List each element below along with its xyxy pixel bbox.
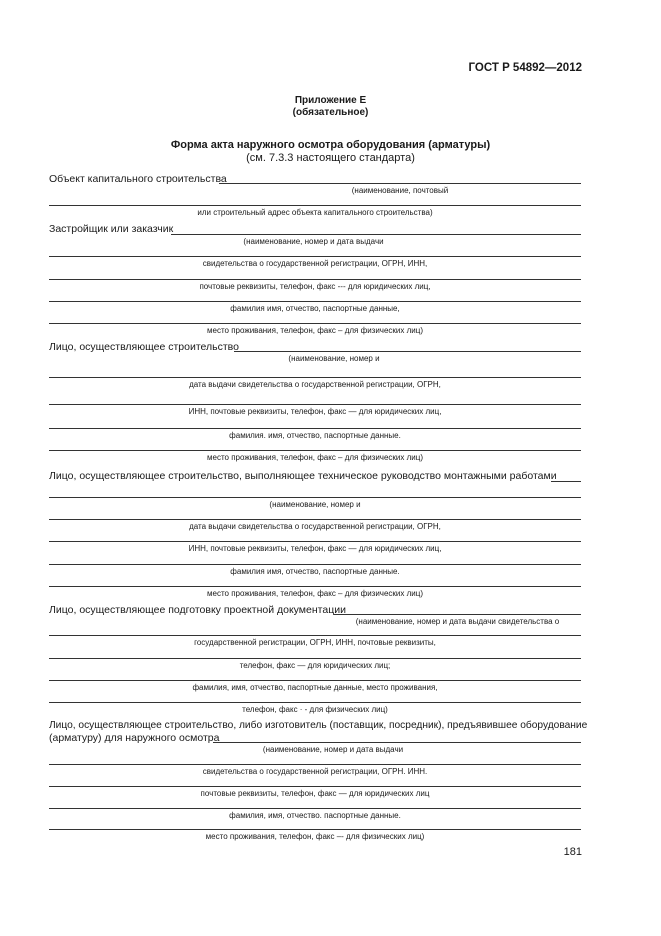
field-caption: фамилия, имя, отчество, паспортные данные, место проживания, [192,683,438,692]
fill-line[interactable] [49,635,581,636]
section-label: Лицо, осуществляющее строительство, либо изготовитель (поставщик, посредник), предъявившее оборудование [49,720,588,731]
fill-line[interactable] [49,702,581,703]
fill-line[interactable] [49,658,581,659]
field-caption: (наименование, номер и [288,354,380,363]
field-caption: дата выдачи свидетельства о государственной регистрации, ОГРН, [189,522,441,531]
fill-line[interactable] [49,808,581,809]
fill-line[interactable] [49,428,581,429]
fill-line[interactable] [49,829,581,830]
field-caption: (наименование, номер и дата выдачи [243,237,384,246]
field-caption: почтовые реквизиты, телефон, факс --- для юридических лиц, [199,282,431,291]
fill-line[interactable] [551,481,581,482]
field-caption: дата выдачи свидетельства о государственной регистрации, ОГРН, [189,380,441,389]
field-caption: ИНН, почтовые реквизиты, телефон, факс — для юридических лиц, [188,407,442,416]
fill-line[interactable] [49,205,581,206]
field-caption: (наименование, номер и дата выдачи свидетельства о [355,617,560,626]
appendix-note: (обязательное) [292,107,369,118]
field-caption: ИНН, почтовые реквизиты, телефон, факс — для юридических лиц, [188,544,442,553]
field-caption: место проживания, телефон, факс – для физических лиц) [207,326,423,335]
fill-line[interactable] [219,183,581,184]
field-caption: (наименование, номер и [269,500,361,509]
page-number: 181 [563,846,582,858]
appendix-title: Приложение Е [294,95,367,106]
fill-line[interactable] [49,323,581,324]
fill-line[interactable] [49,404,581,405]
fill-line[interactable] [334,614,581,615]
form-subtitle: (см. 7.3.3 настоящего стандарта) [246,152,415,164]
fill-line[interactable] [49,564,581,565]
field-caption: свидетельства о государственной регистрации, ОГРН, ИНН, [202,259,428,268]
fill-line[interactable] [49,450,581,451]
fill-line[interactable] [49,786,581,787]
form-title: Форма акта наружного осмотра оборудования (арматуры) [170,139,491,151]
field-caption: фамилия. имя, отчество, паспортные данные. [229,431,401,440]
fill-line[interactable] [49,256,581,257]
field-caption: почтовые реквизиты, телефон, факс — для юридических лиц [200,789,430,798]
fill-line[interactable] [49,586,581,587]
field-caption: место проживания, телефон, факс – для физических лиц) [207,589,423,598]
fill-line[interactable] [171,234,581,235]
fill-line[interactable] [49,680,581,681]
standard-number: ГОСТ Р 54892—2012 [468,62,582,74]
field-caption: фамилия имя, отчество, паспортные данные. [230,567,400,576]
fill-line[interactable] [49,301,581,302]
fill-line[interactable] [49,541,581,542]
fill-line[interactable] [49,764,581,765]
field-caption: фамилия имя, отчество, паспортные данные, [230,304,400,313]
section-label: Лицо, осуществляющее строительство, выполняющее техническое руководство монтажными работами [49,470,557,482]
field-caption: (наименование, почтовый [351,186,449,195]
fill-line[interactable] [49,279,581,280]
fill-line[interactable] [213,742,581,743]
section-label: Лицо, осуществляющее подготовку проектной документации [49,604,346,616]
field-caption: свидетельства о государственной регистрации, ОГРН. ИНН. [202,767,428,776]
fill-line[interactable] [49,519,581,520]
field-caption: фамилия, имя, отчество. паспортные данные. [229,811,401,820]
field-caption: или строительный адрес объекта капитального строительства) [197,208,433,217]
section-label-continued: (арматуру) для наружного осмотра [49,732,220,744]
field-caption: (наименование, номер и дата выдачи [262,745,404,754]
field-caption: телефон, факс · - для физических лиц) [242,705,388,714]
fill-line[interactable] [49,497,581,498]
field-caption: государственной регистрации, ОГРН, ИНН, почтовые реквизиты, [194,638,436,647]
fill-line[interactable] [234,351,581,352]
section-label: Застройщик или заказчик [49,223,174,235]
section-label: Лицо, осуществляющее строительство [49,341,239,353]
field-caption: телефон, факс — для юридических лиц; [239,661,391,670]
fill-line[interactable] [49,377,581,378]
section-label: Объект капитального строительства [49,173,227,185]
field-caption: место проживания, телефон, факс – для физических лиц) [207,453,423,462]
field-caption: место проживания, телефон, факс –- для физических лиц) [205,832,425,841]
